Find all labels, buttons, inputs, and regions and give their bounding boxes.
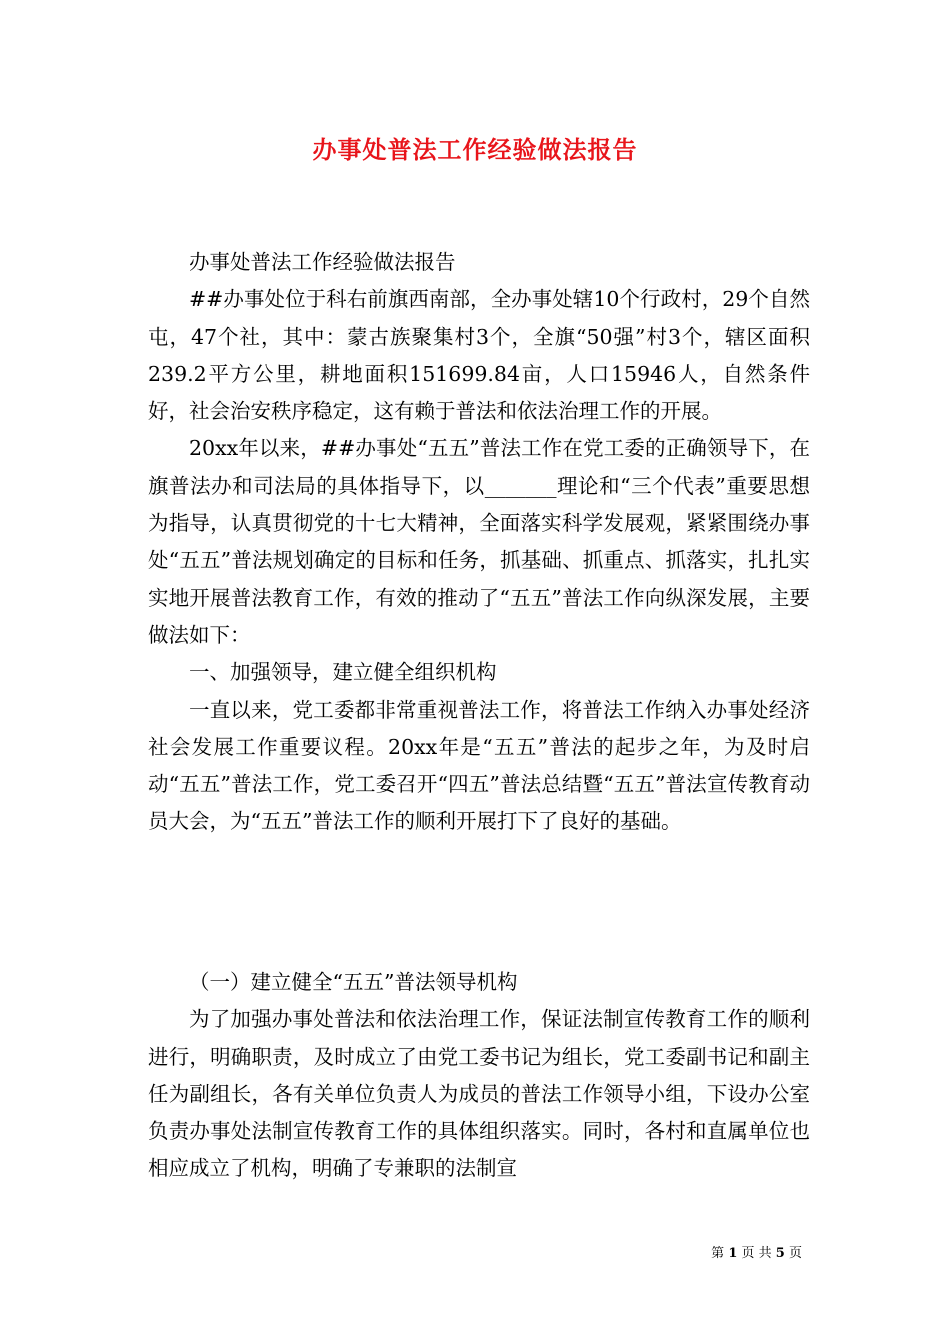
- footer-middle: 页 共: [741, 1246, 772, 1261]
- body-section-organization: [148, 964, 810, 1188]
- page-number-footer: [711, 1245, 802, 1263]
- total-page-number: 5: [775, 1246, 785, 1261]
- body-section-intro: [148, 244, 810, 841]
- paragraph-organization: 为了加强办事处普法和依法治理工作，保证法制宣传教育工作的顺利进行，明确职责，及时成立了由党工委书记为组长，党工委副书记和副主任为副组长，各有关单位负责人为成员的普法工作领导小组，下设办公室负责办事处法制宣传教育工作的具体组织落实。同时，各村和直属单位也相应成立了机构，明确了专兼职的法制宣: [148, 1007, 810, 1181]
- heading-subsection-one: （一）建立健全“五五”普法领导机构: [189, 970, 518, 994]
- footer-suffix: 页: [788, 1246, 802, 1261]
- paragraph-overview: ##办事处位于科右前旗西南部，全办事处辖10个行政村，29个自然屯，47个社，其中：蒙古族聚集村3个，全旗“50强”村3个，辖区面积239.2平方公里，耕地面积151699.84亩，人口15946人，自然条件好，社会治安秩序稳定，这有赖于普法和依法治理工作的开展。: [148, 287, 810, 424]
- heading-section-one: 一、加强领导，建立健全组织机构: [189, 660, 497, 685]
- paragraph-leadership: 一直以来，党工委都非常重视普法工作，将普法工作纳入办事处经济社会发展工作重要议程。20xx年是“五五”普法的起步之年，为及时启动“五五”普法工作，党工委召开“四五”普法总结暨“五五”普法宣传教育动员大会，为“五五”普法工作的顺利开展打下了良好的基础。: [148, 697, 810, 834]
- paragraph-subtitle: 办事处普法工作经验做法报告: [189, 250, 456, 274]
- document-title: 办事处普法工作经验做法报告: [312, 135, 638, 164]
- current-page-number: 1: [728, 1246, 738, 1261]
- footer-prefix: 第: [711, 1246, 725, 1261]
- paragraph-since-20xx: 20xx年以来，##办事处“五五”普法工作在党工委的正确领导下，在旗普法办和司法局的具体指导下，以_______理论和“三个代表”重要思想为指导，认真贯彻党的十七大精神，全面落实科学发展观，紧紧围绕办事处“五五”普法规划确定的目标和任务，抓基础、抓重点、抓落实，扎扎实实地开展普法教育工作，有效的推动了“五五”普法工作向纵深发展，主要做法如下：: [148, 436, 810, 647]
